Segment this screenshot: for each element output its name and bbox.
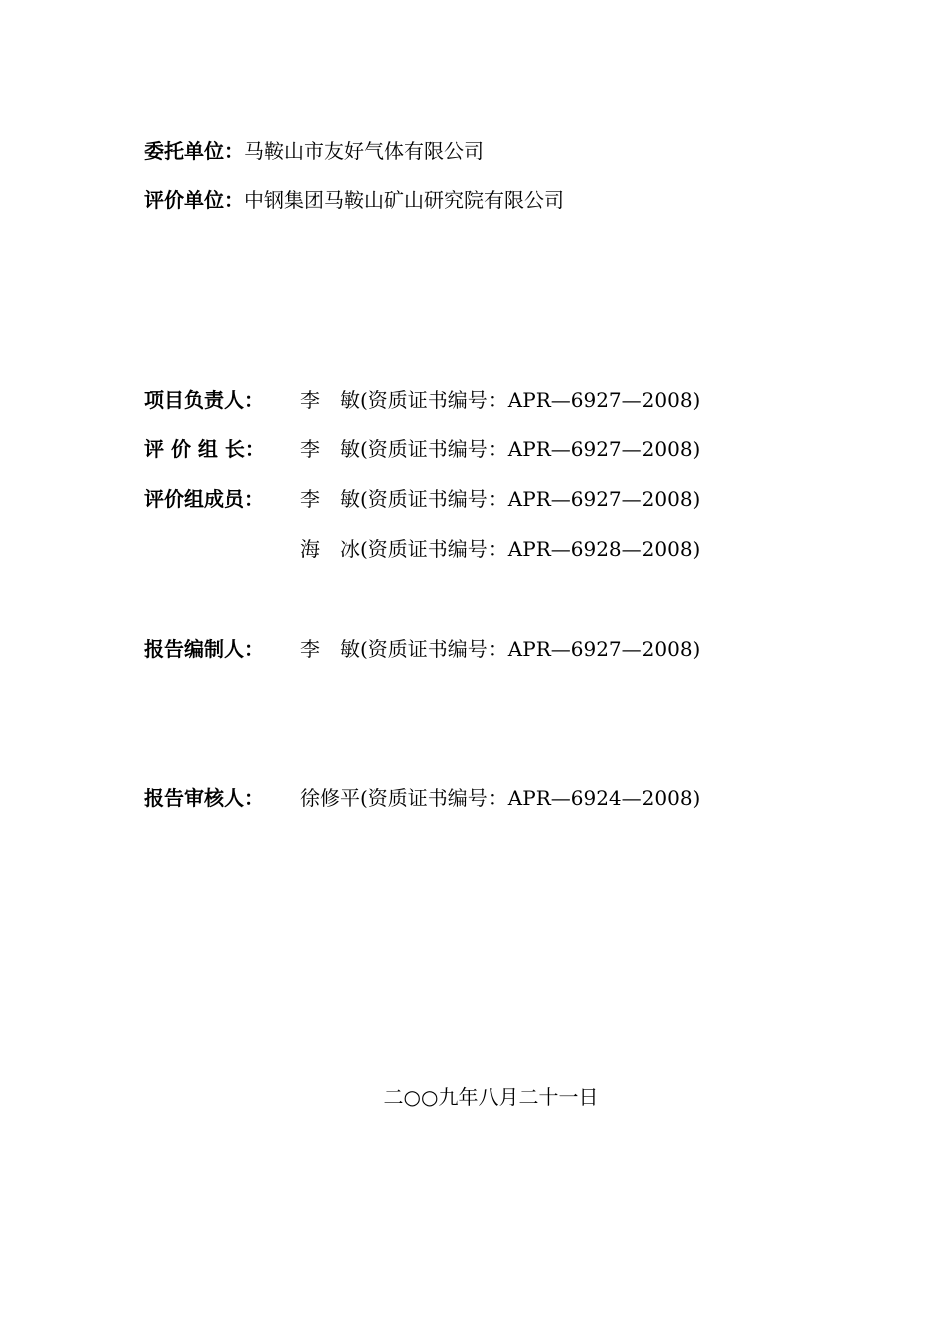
entrust-line <box>144 138 484 164</box>
person-cert: (资质证书编号：APR—6927—2008) <box>360 437 701 461</box>
person-label: 评 价 组 长： <box>144 437 265 461</box>
evaluator-value: 中钢集团马鞍山矿山研究院有限公司 <box>244 188 564 212</box>
report-reviewer-row <box>144 785 700 811</box>
person-name: 徐修平 <box>300 786 360 810</box>
team-member-row-1 <box>144 486 700 512</box>
person-label: 评价组成员： <box>144 487 264 511</box>
person-name: 李 敏 <box>300 487 360 511</box>
person-name: 李 敏 <box>300 637 360 661</box>
report-date: 二○○九年八月二十一日 <box>383 1085 599 1109</box>
person-label: 报告编制人： <box>144 637 264 661</box>
person-label: 项目负责人： <box>144 388 264 412</box>
person-name: 海 冰 <box>300 537 360 561</box>
person-cert: (资质证书编号：APR—6927—2008) <box>360 637 701 661</box>
person-cert: (资质证书编号：APR—6928—2008) <box>360 537 701 561</box>
project-leader-row <box>144 387 700 413</box>
team-leader-row <box>144 436 700 462</box>
report-author-row <box>144 636 700 662</box>
person-cert: (资质证书编号：APR—6927—2008) <box>360 487 701 511</box>
team-member-row-2 <box>144 536 700 562</box>
person-cert: (资质证书编号：APR—6924—2008) <box>360 786 701 810</box>
person-cert: (资质证书编号：APR—6927—2008) <box>360 388 701 412</box>
person-name: 李 敏 <box>300 437 360 461</box>
evaluator-line <box>144 187 564 213</box>
entrust-label: 委托单位： <box>144 139 244 163</box>
entrust-value: 马鞍山市友好气体有限公司 <box>244 139 484 163</box>
person-label: 报告审核人： <box>144 786 264 810</box>
person-name: 李 敏 <box>300 388 360 412</box>
evaluator-label: 评价单位： <box>144 188 244 212</box>
